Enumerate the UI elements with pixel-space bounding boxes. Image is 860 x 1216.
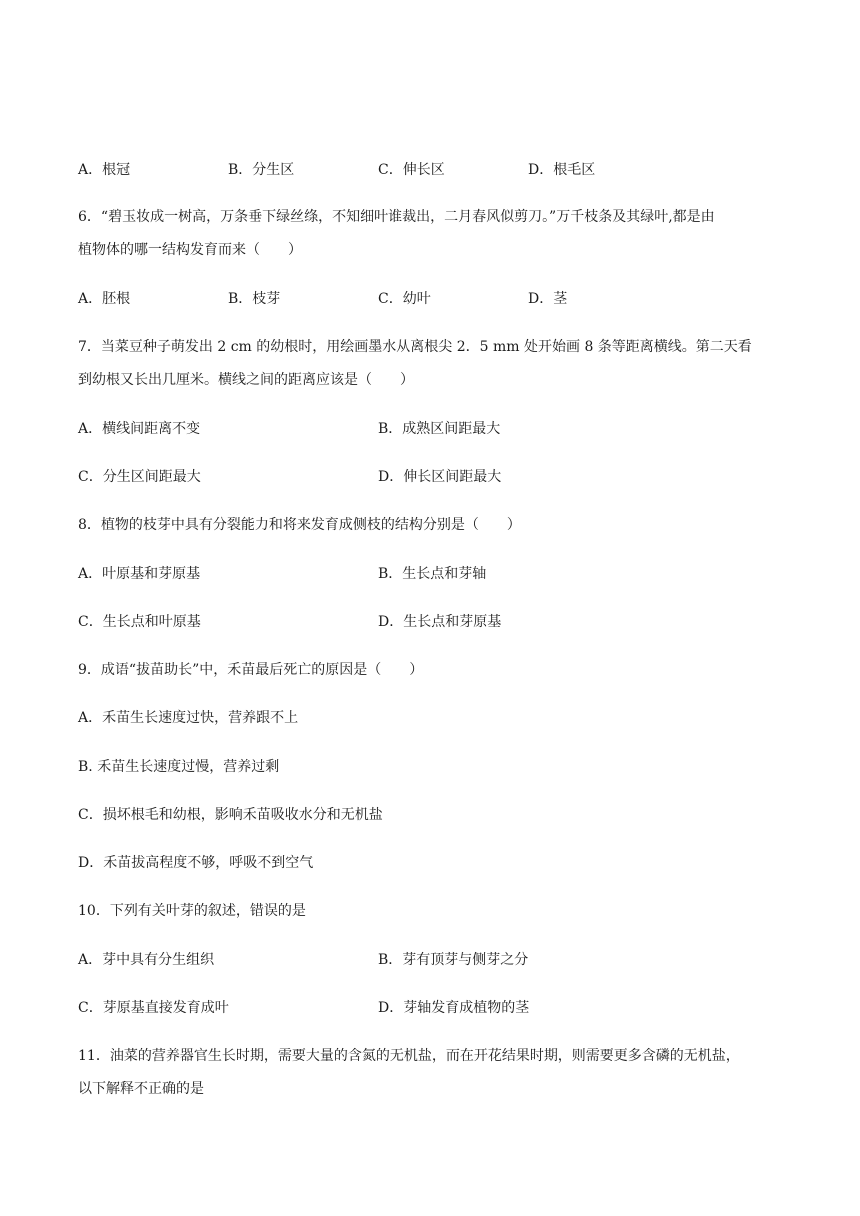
q10-option-a: A．芽中具有分生组织 xyxy=(78,952,215,968)
q7-option-c: C．分生区间距最大 xyxy=(78,469,201,485)
q7-stem-line2: 到幼根又长出几厘米。横线之间的距离应该是（ ） xyxy=(78,372,414,388)
q5-option-d: D．根毛区 xyxy=(528,162,596,178)
q8-option-d: D．生长点和芽原基 xyxy=(378,614,502,630)
q7-option-b: B．成熟区间距最大 xyxy=(378,421,501,437)
q9-option-b: B. 禾苗生长速度过慢，营养过剩 xyxy=(78,759,280,775)
q10-option-c: C．芽原基直接发育成叶 xyxy=(78,1000,229,1016)
q10-stem: 10．下列有关叶芽的叙述，错误的是 xyxy=(78,903,306,919)
q9-option-c: C．损坏根毛和幼根，影响禾苗吸收水分和无机盐 xyxy=(78,807,383,823)
q8-option-c: C．生长点和叶原基 xyxy=(78,614,201,630)
q5-option-a: A．根冠 xyxy=(78,162,131,178)
q6-option-a: A．胚根 xyxy=(78,291,131,307)
q10-option-b: B．芽有顶芽与侧芽之分 xyxy=(378,952,529,968)
q8-stem: 8．植物的枝芽中具有分裂能力和将来发育成侧枝的结构分别是（ ） xyxy=(78,517,521,533)
q11-stem-line1: 11．油菜的营养器官生长时期，需要大量的含氮的无机盐，而在开花结果时期，则需要更多含磷的无机盐， xyxy=(78,1048,740,1064)
q7-stem-line1: 7．当菜豆种子萌发出 2 cm 的幼根时，用绘画墨水从离根尖 2．5 mm 处开始画 8 条等距离横线。第二天看 xyxy=(78,339,752,355)
q6-option-d: D．茎 xyxy=(528,291,568,307)
q6-stem-line2: 植物体的哪一结构发育而来（ ） xyxy=(78,242,302,258)
q7-option-a: A．横线间距离不变 xyxy=(78,421,201,437)
q11-stem-line2: 以下解释不正确的是 xyxy=(78,1081,204,1097)
q6-stem-line1: 6．“碧玉妆成一树高，万条垂下绿丝绦，不知细叶谁裁出，二月春风似剪刀。”万千枝条及其绿叶,都是由 xyxy=(78,209,715,225)
q9-option-d: D．禾苗拔高程度不够，呼吸不到空气 xyxy=(78,855,314,871)
q6-option-b: B．枝芽 xyxy=(228,291,281,307)
q8-option-a: A．叶原基和芽原基 xyxy=(78,566,201,582)
q9-stem: 9．成语“拔苗助长”中，禾苗最后死亡的原因是（ ） xyxy=(78,662,424,678)
q7-option-d: D．伸长区间距最大 xyxy=(378,469,502,485)
q5-option-b: B．分生区 xyxy=(228,162,295,178)
q9-option-a: A．禾苗生长速度过快，营养跟不上 xyxy=(78,710,299,726)
q6-option-c: C．幼叶 xyxy=(378,291,431,307)
q10-option-d: D．芽轴发育成植物的茎 xyxy=(378,1000,530,1016)
q8-option-b: B．生长点和芽轴 xyxy=(378,566,487,582)
q5-option-c: C．伸长区 xyxy=(378,162,445,178)
